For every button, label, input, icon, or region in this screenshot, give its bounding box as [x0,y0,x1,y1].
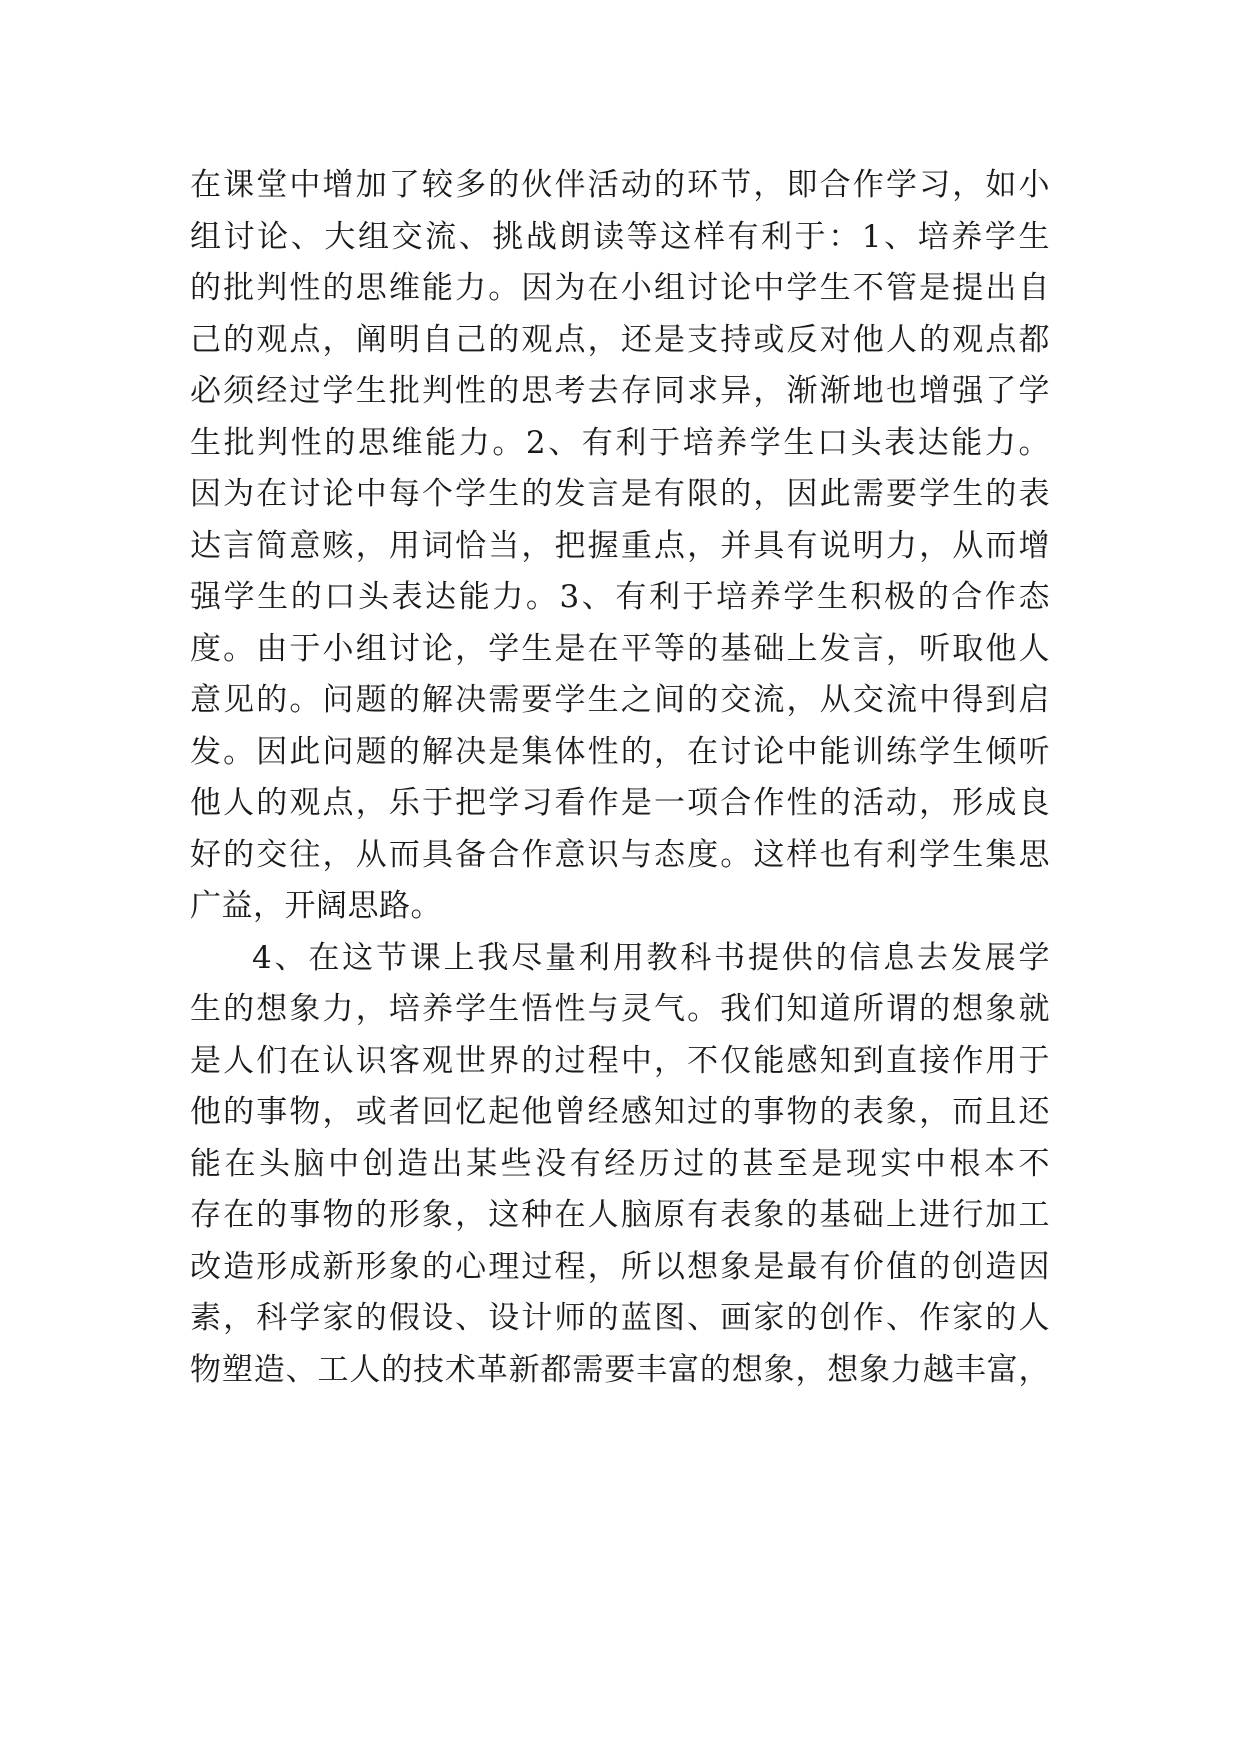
text-line: 存在的事物的形象，这种在人脑原有表象的基础上进行加工 [190,1197,1050,1233]
text-line: 是人们在认识客观世界的过程中，不仅能感知到直接作用于 [190,1042,1050,1079]
text-line: 好的交往，从而具备合作意识与态度。这样也有利学生集思 [190,836,1050,873]
text-line: 发。因此问题的解决是集体性的，在讨论中能训练学生倾听 [190,733,1050,770]
text-line: 生批判性的思维能力。2、有利于培养学生口头表达能力。 [190,424,1050,461]
text-line: 4、在这节课上我尽量利用教科书提供的信息去发展学 [252,939,1050,976]
paragraph [190,933,1050,1397]
text-line: 组讨论、大组交流、挑战朗读等这样有利于：1、培养学生 [190,218,1050,255]
text-line: 己的观点，阐明自己的观点，还是支持或反对他人的观点都 [190,321,1050,358]
text-line: 在课堂中增加了较多的伙伴活动的环节，即合作学习，如小 [190,167,1050,203]
paragraph [190,160,1050,933]
text-line: 能在头脑中创造出某些没有经历过的甚至是现实中根本不 [190,1145,1050,1182]
text-line: 达言简意赅，用词恰当，把握重点，并具有说明力，从而增 [190,527,1050,564]
text-line: 广益，开阔思路。 [190,888,442,924]
text-line: 的批判性的思维能力。因为在小组讨论中学生不管是提出自 [190,270,1050,306]
text-line: 素，科学家的假设、设计师的蓝图、画家的创作、作家的人 [190,1300,1050,1336]
text-line: 意见的。问题的解决需要学生之间的交流，从交流中得到启 [190,682,1050,718]
document-body [190,160,1050,1396]
text-line: 度。由于小组讨论，学生是在平等的基础上发言，听取他人 [190,630,1050,667]
text-line: 因为在讨论中每个学生的发言是有限的，因此需要学生的表 [190,476,1050,512]
text-line: 强学生的口头表达能力。3、有利于培养学生积极的合作态 [190,579,1050,615]
text-line: 物塑造、工人的技术革新都需要丰富的想象，想象力越丰富， [190,1351,1050,1388]
text-line: 必须经过学生批判性的思考去存同求异，渐渐地也增强了学 [190,373,1050,409]
text-line: 生的想象力，培养学生悟性与灵气。我们知道所谓的想象就 [190,991,1050,1027]
text-line: 他人的观点，乐于把学习看作是一项合作性的活动，形成良 [190,785,1050,821]
text-line: 他的事物，或者回忆起他曾经感知过的事物的表象，而且还 [190,1094,1050,1130]
text-line: 改造形成新形象的心理过程，所以想象是最有价值的创造因 [190,1248,1050,1285]
